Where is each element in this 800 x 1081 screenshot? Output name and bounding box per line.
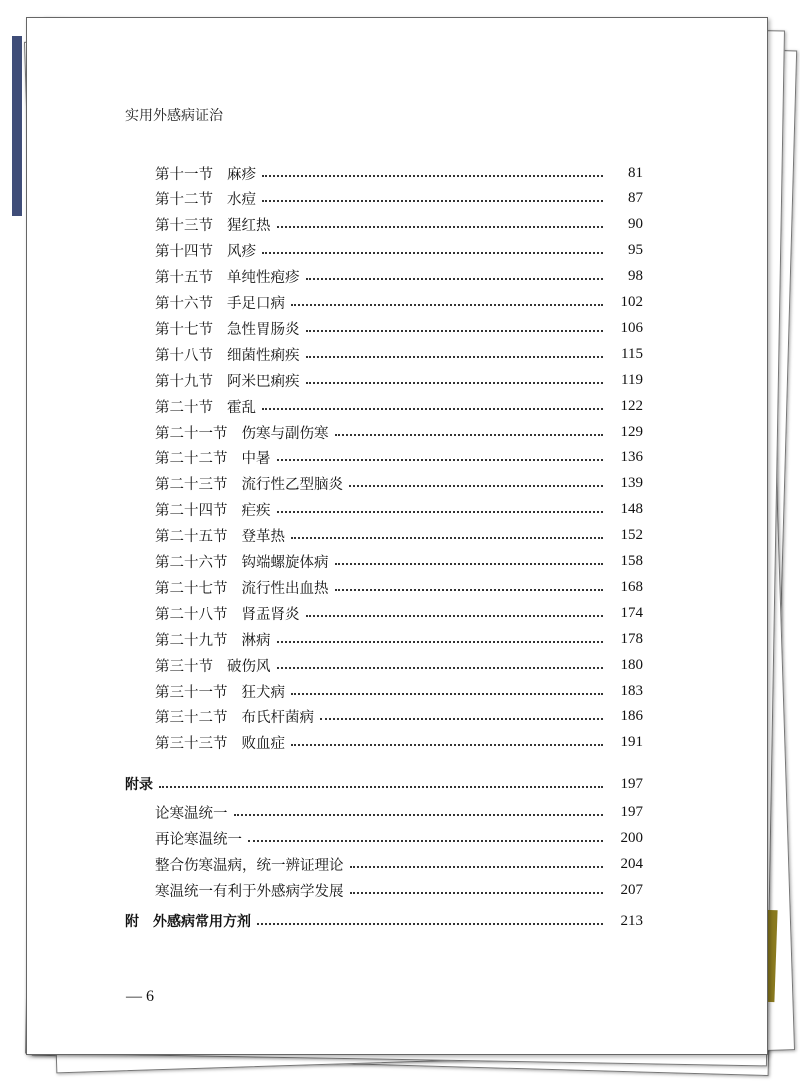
toc-page-number: 148 xyxy=(620,501,643,518)
toc-page-number: 174 xyxy=(620,604,643,621)
section-number: 第十一节 xyxy=(155,166,213,183)
toc-entry-label: 附录 xyxy=(125,777,153,793)
toc-entry-label xyxy=(155,370,300,391)
toc-entry-label xyxy=(155,577,329,598)
toc-entry-label xyxy=(155,447,271,468)
toc-entry-label xyxy=(155,292,285,313)
dot-leader xyxy=(262,251,603,254)
toc-page-number: 158 xyxy=(620,553,643,569)
toc-page-number: 197 xyxy=(620,775,643,792)
toc-entry-label xyxy=(155,655,271,676)
toc-page-number: 95 xyxy=(628,242,643,259)
toc-entry-label xyxy=(155,396,256,417)
toc-page-number: 136 xyxy=(620,449,643,466)
section-title: 钩端螺旋体病 xyxy=(241,555,329,571)
section-title: 麻疹 xyxy=(227,166,256,183)
toc-entry[interactable] xyxy=(155,601,643,625)
section-title: 狂犬病 xyxy=(241,684,285,701)
dot-leader xyxy=(291,692,603,695)
toc-entry-label xyxy=(155,681,285,702)
toc-entry[interactable] xyxy=(155,498,643,522)
section-number: 第二十三节 xyxy=(155,477,228,494)
dot-leader xyxy=(277,225,604,228)
toc-page-number: 90 xyxy=(628,216,643,233)
section-number: 第十四节 xyxy=(155,244,213,261)
toc-entry-label xyxy=(155,214,271,235)
section-number: 第十九节 xyxy=(155,373,213,390)
toc-page-number: 98 xyxy=(628,268,643,285)
section-number: 第二十节 xyxy=(155,399,213,416)
section-title: 风疹 xyxy=(227,244,256,261)
toc-page-number: 106 xyxy=(620,319,643,336)
section-number: 第三十一节 xyxy=(155,684,228,701)
section-number: 第二十四节 xyxy=(155,503,228,520)
section-number: 第二十五节 xyxy=(155,529,228,546)
toc-page-number: 213 xyxy=(620,912,643,929)
toc-page-number: 180 xyxy=(620,656,643,673)
toc-entry-label: 再论寒温统一 xyxy=(155,831,242,848)
toc-page-number: 129 xyxy=(620,423,643,440)
toc-page-number: 102 xyxy=(620,294,643,310)
toc-page-number: 197 xyxy=(620,803,643,820)
dot-leader xyxy=(277,640,604,643)
section-number: 第十八节 xyxy=(155,347,213,364)
toc-entry-label xyxy=(155,240,256,261)
toc-entry-label xyxy=(155,344,300,365)
document-page xyxy=(26,17,768,1055)
dot-leader xyxy=(234,813,604,816)
toc-entry[interactable] xyxy=(155,705,643,729)
toc-entry[interactable] xyxy=(155,239,643,263)
dot-leader xyxy=(335,433,604,436)
toc-entry[interactable] xyxy=(155,187,643,211)
dot-leader xyxy=(350,891,604,894)
section-title: 流行性出血热 xyxy=(241,580,329,597)
section-title: 阿米巴痢疾 xyxy=(227,373,300,390)
section-title: 伤寒与副伤寒 xyxy=(241,425,329,442)
toc-entry[interactable] xyxy=(155,446,643,470)
toc-entry-label xyxy=(155,551,329,572)
toc-entry[interactable] xyxy=(155,368,643,392)
toc-page-number: 183 xyxy=(620,682,643,699)
section-title: 猩红热 xyxy=(227,218,271,235)
dot-leader xyxy=(306,329,604,332)
toc-entry[interactable] xyxy=(155,342,643,366)
dot-leader xyxy=(335,588,604,591)
toc-page-number: 87 xyxy=(628,190,643,207)
dot-leader xyxy=(291,536,603,539)
section-number: 第十三节 xyxy=(155,218,213,235)
toc-page-number: 115 xyxy=(621,345,643,362)
dot-leader xyxy=(262,174,603,177)
toc-page-number: 178 xyxy=(620,630,643,647)
toc-page-number: 139 xyxy=(620,475,643,492)
toc-page-number: 119 xyxy=(621,371,643,388)
dot-leader xyxy=(306,614,604,617)
section-title: 破伤风 xyxy=(227,658,271,675)
section-title: 败血症 xyxy=(241,736,285,753)
dot-leader xyxy=(257,922,603,925)
toc-entry[interactable] xyxy=(155,213,643,237)
toc-entry-label xyxy=(155,706,314,727)
toc-entry-label xyxy=(155,188,256,209)
toc-page-number: 191 xyxy=(620,734,643,751)
toc-entry-label: 整合伤寒温病，统一辨证理论 xyxy=(155,857,344,874)
section-number: 第三十三节 xyxy=(155,736,228,753)
section-number: 第十五节 xyxy=(155,270,213,287)
toc-entry-label xyxy=(155,266,300,287)
toc-entry[interactable] xyxy=(155,394,643,418)
toc-entry-label: 寒温统一有利于外感病学发展 xyxy=(155,883,344,900)
section-number: 第十七节 xyxy=(155,321,213,338)
dot-leader xyxy=(277,666,604,669)
section-title: 急性胃肠炎 xyxy=(227,321,300,338)
toc-entry-label xyxy=(155,422,329,443)
section-number: 第二十六节 xyxy=(155,555,228,571)
dot-leader xyxy=(306,381,604,384)
toc-formulas-heading[interactable] xyxy=(125,909,643,933)
page-number: — 6 xyxy=(126,988,154,1005)
dot-leader xyxy=(262,199,603,202)
dot-leader xyxy=(262,407,603,410)
toc-entry-label: 附 外感病常用方剂 xyxy=(125,914,251,930)
dot-leader xyxy=(335,562,604,565)
toc-page-number: 204 xyxy=(620,855,643,872)
toc-entry[interactable] xyxy=(155,291,643,315)
toc-entry[interactable] xyxy=(155,265,643,289)
running-header: 实用外感病证治 xyxy=(125,108,223,124)
toc-page-number: 186 xyxy=(620,708,643,725)
section-title: 细菌性痢疾 xyxy=(227,347,300,364)
section-title: 霍乱 xyxy=(227,399,256,416)
toc-entry[interactable] xyxy=(155,653,643,677)
section-title: 手足口病 xyxy=(227,296,285,312)
toc-page-number: 207 xyxy=(620,881,643,898)
dot-leader xyxy=(306,277,604,280)
toc-entry[interactable] xyxy=(155,679,643,703)
toc-entry-label xyxy=(155,603,300,624)
toc-entry-label: 论寒温统一 xyxy=(155,805,228,822)
toc-entry[interactable] xyxy=(155,316,643,340)
section-number: 第二十九节 xyxy=(155,632,228,649)
toc-entry[interactable] xyxy=(155,550,643,574)
section-title: 淋病 xyxy=(241,632,271,649)
dot-leader xyxy=(350,865,604,868)
dot-leader xyxy=(320,717,603,720)
toc-appendix-item[interactable] xyxy=(155,878,643,902)
toc-entry-label xyxy=(155,525,285,546)
dot-leader xyxy=(159,785,603,788)
table-of-contents xyxy=(27,18,767,1054)
toc-entry[interactable] xyxy=(155,731,643,755)
toc-appendix-item[interactable] xyxy=(155,852,643,876)
toc-entry-label xyxy=(155,499,271,520)
dot-leader xyxy=(291,743,603,746)
section-title: 单纯性疱疹 xyxy=(227,270,300,287)
dot-leader xyxy=(291,303,603,306)
toc-page-number: 152 xyxy=(620,527,643,544)
section-number: 第二十一节 xyxy=(155,425,228,442)
toc-entry-label xyxy=(155,473,343,494)
toc-entry[interactable] xyxy=(155,420,643,444)
section-title: 中暑 xyxy=(241,451,271,468)
toc-appendix-item[interactable] xyxy=(155,800,643,824)
toc-page-number: 168 xyxy=(620,578,643,595)
section-title: 肾盂肾炎 xyxy=(241,606,300,623)
toc-page-number: 122 xyxy=(620,397,643,414)
toc-entry-label xyxy=(155,629,271,650)
section-title: 布氏杆菌病 xyxy=(241,710,314,727)
section-number: 第三十节 xyxy=(155,658,213,675)
book-cover-edge xyxy=(12,36,22,216)
toc-appendix-heading[interactable] xyxy=(125,772,643,796)
section-number: 第三十二节 xyxy=(155,710,228,727)
section-title: 疟疾 xyxy=(241,503,271,520)
toc-entry[interactable] xyxy=(155,627,643,651)
section-title: 登革热 xyxy=(241,529,285,546)
toc-entry-label xyxy=(155,163,256,184)
dot-leader xyxy=(277,458,604,461)
section-number: 第二十七节 xyxy=(155,580,228,597)
section-number: 第二十八节 xyxy=(155,606,228,623)
toc-entry[interactable] xyxy=(155,575,643,599)
toc-entry[interactable] xyxy=(155,524,643,548)
section-number: 第十六节 xyxy=(155,296,213,312)
section-number: 第十二节 xyxy=(155,192,213,209)
dot-leader xyxy=(248,839,603,842)
section-title: 水痘 xyxy=(227,192,256,209)
toc-entry[interactable] xyxy=(155,161,643,185)
toc-page-number: 81 xyxy=(628,164,643,181)
section-title: 流行性乙型脑炎 xyxy=(241,477,343,494)
toc-entry-label xyxy=(155,732,285,753)
toc-page-number: 200 xyxy=(620,829,643,846)
toc-entry-label xyxy=(155,318,300,339)
toc-entry[interactable] xyxy=(155,472,643,496)
toc-appendix-item[interactable] xyxy=(155,826,643,850)
dot-leader xyxy=(277,510,604,513)
dot-leader xyxy=(349,484,603,487)
section-number: 第二十二节 xyxy=(155,451,228,468)
dot-leader xyxy=(306,355,604,358)
